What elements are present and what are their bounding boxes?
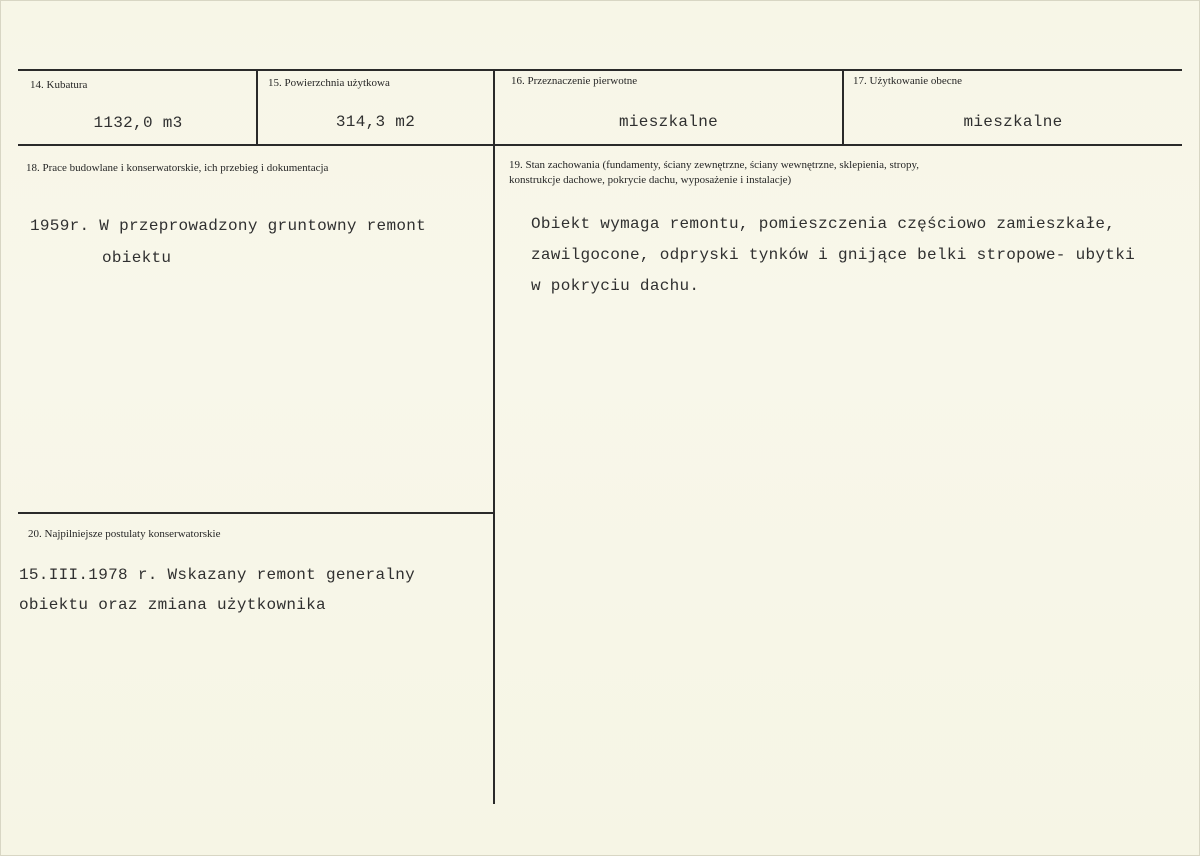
field-19-label-line-1: 19. Stan zachowania (fundamenty, ściany zewnętrzne, ściany wewnętrzne, sklepienia, stropy, (509, 159, 920, 171)
field-14-value: 1132,0 m3 (93, 114, 183, 132)
field-19-line-2: zawilgocone, odpryski tynków i gnijące belki stropowe- ubytki (531, 246, 1135, 264)
field-18-line-2: obiektu (102, 249, 172, 267)
field-19-label-line-2: konstrukcje dachowe, pokrycie dachu, wyposażenie i instalacje) (509, 174, 792, 186)
field-20-label: 20. Najpilniejsze postulaty konserwatorskie (28, 528, 221, 540)
field-16-value: mieszkalne (618, 113, 718, 131)
field-19-line-3: w pokryciu dachu. (531, 277, 700, 295)
field-15-value: 314,3 m2 (335, 113, 416, 131)
field-14-label: 14. Kubatura (30, 79, 88, 91)
main-vertical-divider (493, 69, 495, 804)
divider-14-15 (256, 69, 258, 146)
field-15-label: 15. Powierzchnia użytkowa (268, 77, 390, 89)
field-17-label: 17. Użytkowanie obecne (853, 75, 963, 87)
field-16-label: 16. Przeznaczenie pierwotne (511, 75, 638, 87)
top-rule (18, 69, 1182, 71)
field-18-label: 18. Prace budowlane i konserwatorskie, ich przebieg i dokumentacja (26, 162, 329, 174)
field-20-line-1: 15.III.1978 r. Wskazany remont generalny (19, 566, 416, 584)
row1-bottom-rule (18, 144, 1182, 146)
divider-16-17 (842, 69, 844, 146)
section18-bottom-rule (18, 512, 493, 514)
field-18-line-1: 1959r. W przeprowadzony gruntowny remont (30, 217, 427, 235)
field-19-line-1: Obiekt wymaga remontu, pomieszczenia częściowo zamieszkałe, (531, 215, 1116, 233)
field-17-value: mieszkalne (963, 113, 1063, 131)
field-20-line-2: obiektu oraz zmiana użytkownika (19, 596, 326, 614)
